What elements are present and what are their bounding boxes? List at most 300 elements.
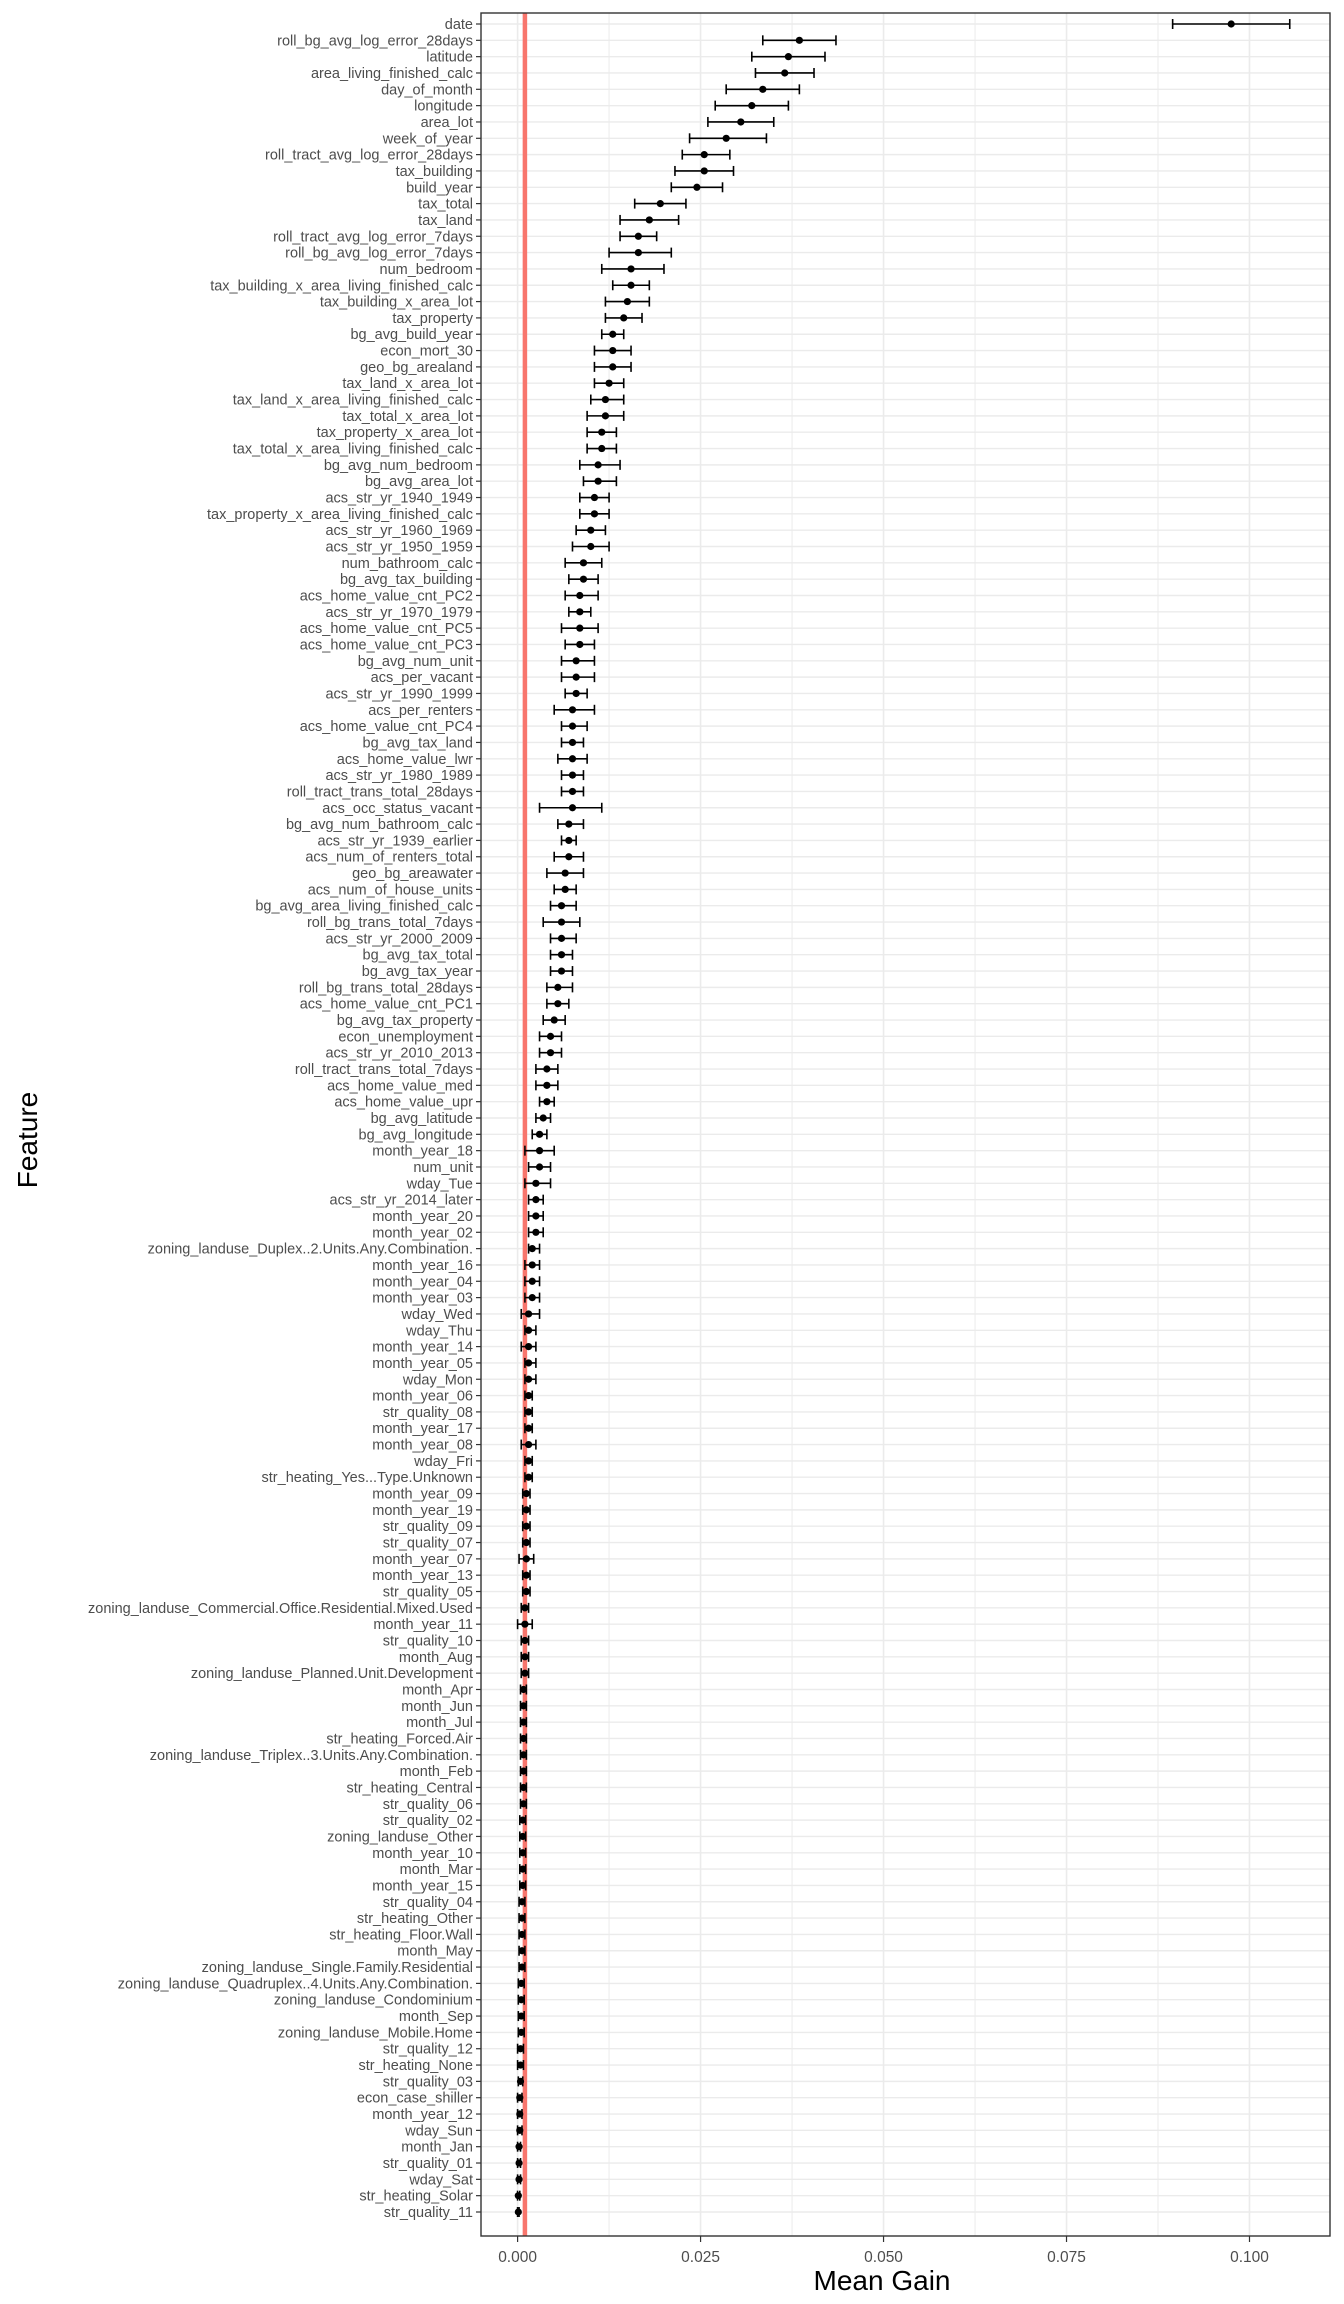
y-tick-label: wday_Wed	[401, 1306, 473, 1323]
y-tick-label: month_year_03	[372, 1290, 473, 1307]
data-point	[576, 641, 583, 648]
data-point	[547, 1049, 554, 1056]
y-tick-label: acs_str_yr_2000_2009	[325, 931, 473, 948]
data-point	[547, 1033, 554, 1040]
data-point	[532, 1196, 539, 1203]
y-tick-label: tax_property_x_area_living_finished_calc	[207, 506, 473, 523]
data-point	[723, 135, 730, 142]
feature-mark	[518, 1929, 525, 1939]
data-point	[569, 755, 576, 762]
data-point	[518, 1931, 525, 1938]
data-point	[565, 853, 572, 860]
data-point	[605, 380, 612, 387]
y-tick-label: build_year	[406, 180, 473, 197]
y-tick-label: zoning_landuse_Quadruplex..4.Units.Any.Combination.	[117, 1976, 473, 1993]
data-point	[591, 494, 598, 501]
data-point	[562, 886, 569, 893]
y-tick-label: roll_tract_avg_log_error_7days	[273, 229, 473, 246]
data-point	[759, 86, 766, 93]
data-point	[525, 1359, 532, 1366]
y-tick-label: wday_Tue	[406, 1176, 473, 1193]
data-point	[587, 527, 594, 534]
data-point	[558, 967, 565, 974]
data-point	[519, 1882, 526, 1889]
data-point	[609, 331, 616, 338]
data-point	[518, 1980, 525, 1987]
y-tick-label: bg_avg_longitude	[358, 1127, 473, 1144]
y-tick-label: zoning_landuse_Condominium	[273, 1992, 473, 2009]
data-point	[529, 1261, 536, 1268]
data-point	[523, 1555, 530, 1562]
data-point	[521, 1604, 528, 1611]
data-point	[519, 1849, 526, 1856]
y-tick-label: econ_unemployment	[338, 1029, 473, 1046]
y-tick-label: bg_avg_build_year	[350, 327, 473, 344]
y-tick-label: acs_home_value_cnt_PC2	[299, 588, 473, 605]
x-tick-label: 0.000	[498, 2249, 537, 2266]
y-tick-label: acs_str_yr_2014_later	[329, 1192, 473, 1209]
data-point	[518, 1914, 525, 1921]
y-tick-label: month_Mar	[399, 1862, 473, 1879]
y-tick-label: month_year_18	[372, 1143, 473, 1160]
y-tick-label: acs_occ_status_vacant	[322, 800, 473, 817]
y-tick-label: acs_str_yr_1950_1959	[325, 539, 473, 556]
data-point	[525, 1392, 532, 1399]
data-point	[515, 2159, 522, 2166]
y-tick-label: acs_num_of_house_units	[307, 882, 473, 899]
data-point	[516, 2127, 523, 2134]
y-tick-label: wday_Sat	[409, 2172, 473, 2189]
y-tick-label: month_Aug	[398, 1649, 473, 1666]
y-tick-label: str_heating_Central	[346, 1780, 473, 1797]
data-point	[523, 1588, 530, 1595]
x-tick-label: 0.050	[864, 2249, 903, 2266]
data-point	[518, 2029, 525, 2036]
y-tick-label: str_quality_05	[382, 1584, 473, 1601]
y-tick-label: wday_Sun	[405, 2123, 473, 2140]
y-tick-label: wday_Fri	[414, 1453, 473, 1470]
data-point	[635, 249, 642, 256]
y-tick-label: str_quality_11	[383, 2205, 473, 2221]
data-point	[785, 53, 792, 60]
y-tick-label: geo_bg_arealand	[360, 359, 473, 376]
data-point	[1228, 20, 1235, 27]
data-point	[620, 314, 627, 321]
feature-mark	[516, 2093, 523, 2103]
data-point	[558, 935, 565, 942]
y-tick-label: month_year_04	[372, 1274, 473, 1291]
data-point	[554, 1000, 561, 1007]
data-point	[569, 788, 576, 795]
data-point	[569, 706, 576, 713]
y-tick-label: month_Jan	[401, 2139, 473, 2156]
data-point	[576, 592, 583, 599]
data-point	[573, 690, 580, 697]
y-tick-label: acs_home_value_cnt_PC1	[299, 996, 473, 1013]
data-point	[569, 739, 576, 746]
y-tick-label: tax_building_x_area_living_finished_calc	[210, 278, 473, 295]
y-tick-label: econ_mort_30	[380, 343, 473, 360]
y-tick-label: str_heating_Solar	[359, 2188, 473, 2205]
data-point	[569, 723, 576, 730]
data-point	[565, 837, 572, 844]
feature-mark	[520, 1733, 527, 1743]
y-tick-label: day_of_month	[381, 82, 473, 99]
y-tick-label: str_heating_None	[358, 2058, 473, 2075]
data-point	[543, 1065, 550, 1072]
data-point	[602, 396, 609, 403]
data-point	[536, 1163, 543, 1170]
y-tick-label: str_quality_07	[382, 1535, 473, 1552]
y-tick-label: zoning_landuse_Other	[327, 1829, 473, 1846]
y-tick-label: month_year_08	[372, 1437, 473, 1454]
data-point	[602, 412, 609, 419]
data-point	[576, 625, 583, 632]
data-point	[521, 1637, 528, 1644]
data-point	[521, 1621, 528, 1628]
data-point	[627, 265, 634, 272]
y-tick-label: tax_total	[418, 196, 473, 213]
y-tick-label: month_year_12	[372, 2107, 473, 2124]
feature-mark	[520, 1684, 527, 1694]
y-tick-label: date	[444, 17, 473, 33]
y-tick-label: month_year_16	[372, 1257, 473, 1274]
data-point	[562, 869, 569, 876]
data-point	[569, 772, 576, 779]
feature-mark	[520, 1766, 527, 1776]
data-point	[635, 233, 642, 240]
data-point	[558, 902, 565, 909]
y-tick-label: month_year_11	[373, 1617, 473, 1634]
feature-mark	[520, 1701, 527, 1711]
data-point	[657, 200, 664, 207]
y-tick-label: str_heating_Forced.Air	[326, 1731, 473, 1748]
feature-mark	[519, 1880, 526, 1890]
y-tick-label: roll_bg_trans_total_28days	[298, 980, 473, 997]
data-point	[573, 657, 580, 664]
y-tick-label: acs_home_value_cnt_PC3	[299, 637, 473, 654]
feature-mark	[518, 1962, 525, 1972]
data-point	[529, 1245, 536, 1252]
data-point	[536, 1131, 543, 1138]
feature-mark	[520, 1782, 527, 1792]
data-point	[796, 37, 803, 44]
y-tick-label: month_year_06	[372, 1388, 473, 1405]
data-point	[523, 1490, 530, 1497]
y-tick-label: str_heating_Floor.Wall	[329, 1927, 473, 1944]
data-point	[532, 1212, 539, 1219]
y-tick-label: month_Jul	[406, 1715, 473, 1732]
feature-mark	[520, 1750, 527, 1760]
y-tick-label: month_year_02	[372, 1225, 473, 1242]
y-tick-label: month_Jun	[401, 1698, 473, 1715]
y-tick-label: acs_home_value_cnt_PC5	[299, 621, 473, 638]
data-point	[701, 167, 708, 174]
data-point	[558, 918, 565, 925]
y-tick-label: month_year_10	[372, 1845, 473, 1862]
y-tick-label: roll_bg_trans_total_7days	[306, 915, 473, 932]
feature-mark	[517, 2060, 524, 2070]
data-point	[748, 102, 755, 109]
data-point	[521, 1653, 528, 1660]
y-tick-label: geo_bg_areawater	[352, 866, 473, 883]
data-point	[693, 184, 700, 191]
data-point	[525, 1441, 532, 1448]
y-tick-label: bg_avg_tax_land	[362, 735, 473, 752]
y-tick-label: tax_land_x_area_living_finished_calc	[232, 392, 473, 409]
y-tick-label: acs_str_yr_1960_1969	[325, 523, 473, 540]
y-tick-label: month_May	[397, 1943, 473, 1960]
y-tick-label: week_of_year	[382, 131, 473, 148]
data-point	[517, 2061, 524, 2068]
y-tick-label: num_bedroom	[379, 261, 473, 278]
data-point	[580, 576, 587, 583]
y-tick-label: str_quality_04	[382, 1894, 473, 1911]
data-point	[598, 445, 605, 452]
data-point	[609, 347, 616, 354]
y-tick-label: acs_str_yr_1939_earlier	[317, 833, 473, 850]
data-point	[573, 674, 580, 681]
y-tick-label: str_quality_02	[382, 1813, 473, 1830]
y-tick-label: zoning_landuse_Triplex..3.Units.Any.Combination.	[149, 1747, 473, 1764]
y-tick-label: bg_avg_area_living_finished_calc	[255, 898, 473, 915]
feature-mark	[517, 2076, 524, 2086]
data-point	[565, 820, 572, 827]
feature-mark	[518, 1897, 525, 1907]
y-tick-label: acs_home_value_lwr	[336, 751, 473, 768]
y-tick-label: wday_Thu	[406, 1323, 473, 1340]
data-point	[519, 1817, 526, 1824]
y-tick-label: zoning_landuse_Single.Family.Residential	[201, 1960, 473, 1977]
y-tick-label: str_quality_08	[382, 1404, 473, 1421]
x-tick-label: 0.100	[1230, 2249, 1269, 2266]
y-tick-label: longitude	[414, 98, 473, 115]
y-tick-label: month_year_15	[372, 1878, 473, 1895]
data-point	[525, 1310, 532, 1317]
y-tick-label: month_year_20	[372, 1208, 473, 1225]
y-tick-label: wday_Mon	[402, 1372, 473, 1389]
y-tick-label: bg_avg_area_lot	[364, 474, 473, 491]
y-tick-label: roll_bg_avg_log_error_28days	[277, 33, 473, 50]
data-point	[525, 1474, 532, 1481]
feature-mark	[519, 1848, 526, 1858]
y-tick-label: acs_per_renters	[368, 702, 473, 719]
y-tick-label: tax_property	[392, 310, 473, 327]
data-point	[554, 984, 561, 991]
feature-mark	[516, 2125, 523, 2135]
data-point	[529, 1294, 536, 1301]
y-tick-label: acs_home_value_cnt_PC4	[299, 719, 473, 736]
y-tick-label: str_quality_03	[382, 2074, 473, 2091]
data-point	[569, 804, 576, 811]
y-tick-label: acs_num_of_renters_total	[305, 849, 473, 866]
data-point	[516, 2094, 523, 2101]
y-tick-label: econ_case_shiller	[356, 2090, 473, 2107]
data-point	[523, 1539, 530, 1546]
data-point	[532, 1229, 539, 1236]
data-point	[516, 2110, 523, 2117]
feature-mark	[518, 1995, 525, 2005]
y-tick-label: acs_str_yr_2010_2013	[325, 1045, 473, 1062]
feature-mark	[519, 1815, 526, 1825]
data-point	[525, 1376, 532, 1383]
data-point	[529, 1278, 536, 1285]
y-tick-label: roll_tract_avg_log_error_28days	[265, 147, 473, 164]
feature-mark	[518, 2011, 525, 2021]
y-tick-label: month_year_13	[372, 1568, 473, 1585]
feature-mark	[518, 1913, 525, 1923]
data-point	[519, 1866, 526, 1873]
y-tick-label: acs_str_yr_1940_1949	[325, 490, 473, 507]
y-tick-label: zoning_landuse_Commercial.Office.Residential.Mixed.Used	[88, 1600, 473, 1617]
y-tick-label: month_year_17	[372, 1421, 473, 1438]
y-tick-label: str_quality_12	[382, 2041, 473, 2058]
y-tick-label: month_Apr	[402, 1682, 473, 1699]
y-tick-label: area_lot	[420, 114, 473, 131]
data-point	[521, 1670, 528, 1677]
data-point	[540, 1114, 547, 1121]
data-point	[520, 1751, 527, 1758]
data-point	[598, 429, 605, 436]
y-tick-label: tax_building	[395, 163, 473, 180]
y-tick-label: acs_per_vacant	[370, 670, 473, 687]
data-point	[520, 1784, 527, 1791]
data-point	[536, 1147, 543, 1154]
data-point	[520, 1686, 527, 1693]
y-tick-label: acs_home_value_med	[327, 1078, 473, 1095]
data-point	[525, 1343, 532, 1350]
y-tick-label: str_heating_Other	[356, 1911, 473, 1928]
feature-mark	[519, 1864, 526, 1874]
y-tick-label: zoning_landuse_Mobile.Home	[277, 2025, 473, 2042]
y-tick-label: latitude	[426, 49, 473, 66]
y-tick-label: area_living_finished_calc	[310, 65, 473, 82]
y-tick-label: bg_avg_tax_year	[361, 964, 473, 981]
y-tick-label: tax_building_x_area_lot	[319, 294, 473, 311]
data-point	[551, 1016, 558, 1023]
feature-mark	[520, 1717, 527, 1727]
y-tick-label: zoning_landuse_Duplex..2.Units.Any.Combination.	[147, 1241, 473, 1258]
y-tick-label: bg_avg_num_bathroom_calc	[285, 817, 473, 834]
data-point	[543, 1082, 550, 1089]
data-point	[576, 608, 583, 615]
y-tick-label: month_Sep	[398, 2009, 473, 2026]
y-tick-label: bg_avg_num_bedroom	[323, 457, 473, 474]
y-tick-label: bg_avg_tax_building	[339, 572, 473, 589]
x-tick-label: 0.025	[681, 2249, 720, 2266]
data-point	[518, 1898, 525, 1905]
feature-mark	[517, 2044, 524, 2054]
y-tick-label: tax_property_x_area_lot	[316, 425, 473, 442]
y-tick-label: zoning_landuse_Planned.Unit.Development	[190, 1666, 473, 1683]
data-point	[558, 951, 565, 958]
data-point	[646, 216, 653, 223]
y-tick-label: num_bathroom_calc	[341, 555, 473, 572]
data-point	[701, 151, 708, 158]
data-point	[523, 1572, 530, 1579]
data-point	[609, 363, 616, 370]
y-tick-label: str_quality_10	[382, 1633, 473, 1650]
y-tick-label: month_year_19	[372, 1502, 473, 1519]
y-tick-label: tax_total_x_area_living_finished_calc	[232, 441, 473, 458]
data-point	[627, 282, 634, 289]
data-point	[520, 1719, 527, 1726]
data-point	[518, 1996, 525, 2003]
feature-mark	[518, 1978, 525, 1988]
feature-mark	[518, 2027, 525, 2037]
y-tick-label: acs_str_yr_1980_1989	[325, 768, 473, 785]
y-axis-title: Feature	[12, 1091, 43, 1189]
y-tick-label: str_quality_09	[382, 1519, 473, 1536]
data-point	[525, 1425, 532, 1432]
y-tick-label: roll_tract_trans_total_28days	[286, 784, 473, 801]
data-point	[515, 2192, 522, 2199]
data-point	[515, 2143, 522, 2150]
y-tick-label: month_year_07	[372, 1551, 473, 1568]
y-tick-label: roll_bg_avg_log_error_7days	[285, 245, 473, 262]
y-tick-label: month_year_05	[372, 1355, 473, 1372]
data-point	[580, 559, 587, 566]
data-point	[525, 1408, 532, 1415]
data-point	[518, 1963, 525, 1970]
data-point	[595, 478, 602, 485]
data-point	[591, 510, 598, 517]
data-point	[624, 298, 631, 305]
y-tick-label: num_unit	[413, 1159, 473, 1176]
feature-mark	[516, 2109, 523, 2119]
data-point	[543, 1098, 550, 1105]
x-tick-label: 0.075	[1047, 2249, 1086, 2266]
data-point	[517, 2078, 524, 2085]
data-point	[525, 1457, 532, 1464]
data-point	[518, 1947, 525, 1954]
y-tick-label: month_year_09	[372, 1486, 473, 1503]
data-point	[515, 2176, 522, 2183]
data-point	[517, 2045, 524, 2052]
y-tick-label: acs_str_yr_1970_1979	[325, 604, 473, 621]
y-tick-label: tax_land	[418, 212, 473, 229]
feature-mark	[520, 1799, 527, 1809]
data-point	[737, 118, 744, 125]
data-point	[520, 1768, 527, 1775]
data-point	[587, 543, 594, 550]
data-point	[532, 1180, 539, 1187]
data-point	[520, 1800, 527, 1807]
y-tick-label: str_quality_01	[382, 2156, 473, 2173]
y-tick-label: roll_tract_trans_total_7days	[294, 1062, 473, 1079]
x-axis-title: Mean Gain	[813, 2265, 951, 2296]
y-tick-label: tax_total_x_area_lot	[342, 408, 473, 425]
y-tick-label: bg_avg_num_unit	[357, 653, 473, 670]
y-tick-label: month_Feb	[399, 1764, 473, 1781]
data-point	[595, 461, 602, 468]
data-point	[523, 1506, 530, 1513]
y-tick-label: bg_avg_latitude	[370, 1111, 473, 1127]
y-tick-label: acs_home_value_upr	[334, 1094, 473, 1111]
data-point	[781, 69, 788, 76]
feature-mark	[519, 1831, 526, 1841]
data-point	[523, 1523, 530, 1530]
y-tick-label: str_heating_Yes...Type.Unknown	[261, 1470, 473, 1487]
y-tick-label: tax_land_x_area_lot	[342, 376, 473, 393]
data-point	[525, 1327, 532, 1334]
y-tick-label: str_quality_06	[382, 1796, 473, 1813]
y-tick-label: bg_avg_tax_total	[362, 947, 473, 964]
data-point	[520, 1735, 527, 1742]
y-tick-label: acs_str_yr_1990_1999	[325, 686, 473, 703]
y-tick-label: bg_avg_tax_property	[336, 1013, 473, 1030]
data-point	[515, 2208, 522, 2215]
